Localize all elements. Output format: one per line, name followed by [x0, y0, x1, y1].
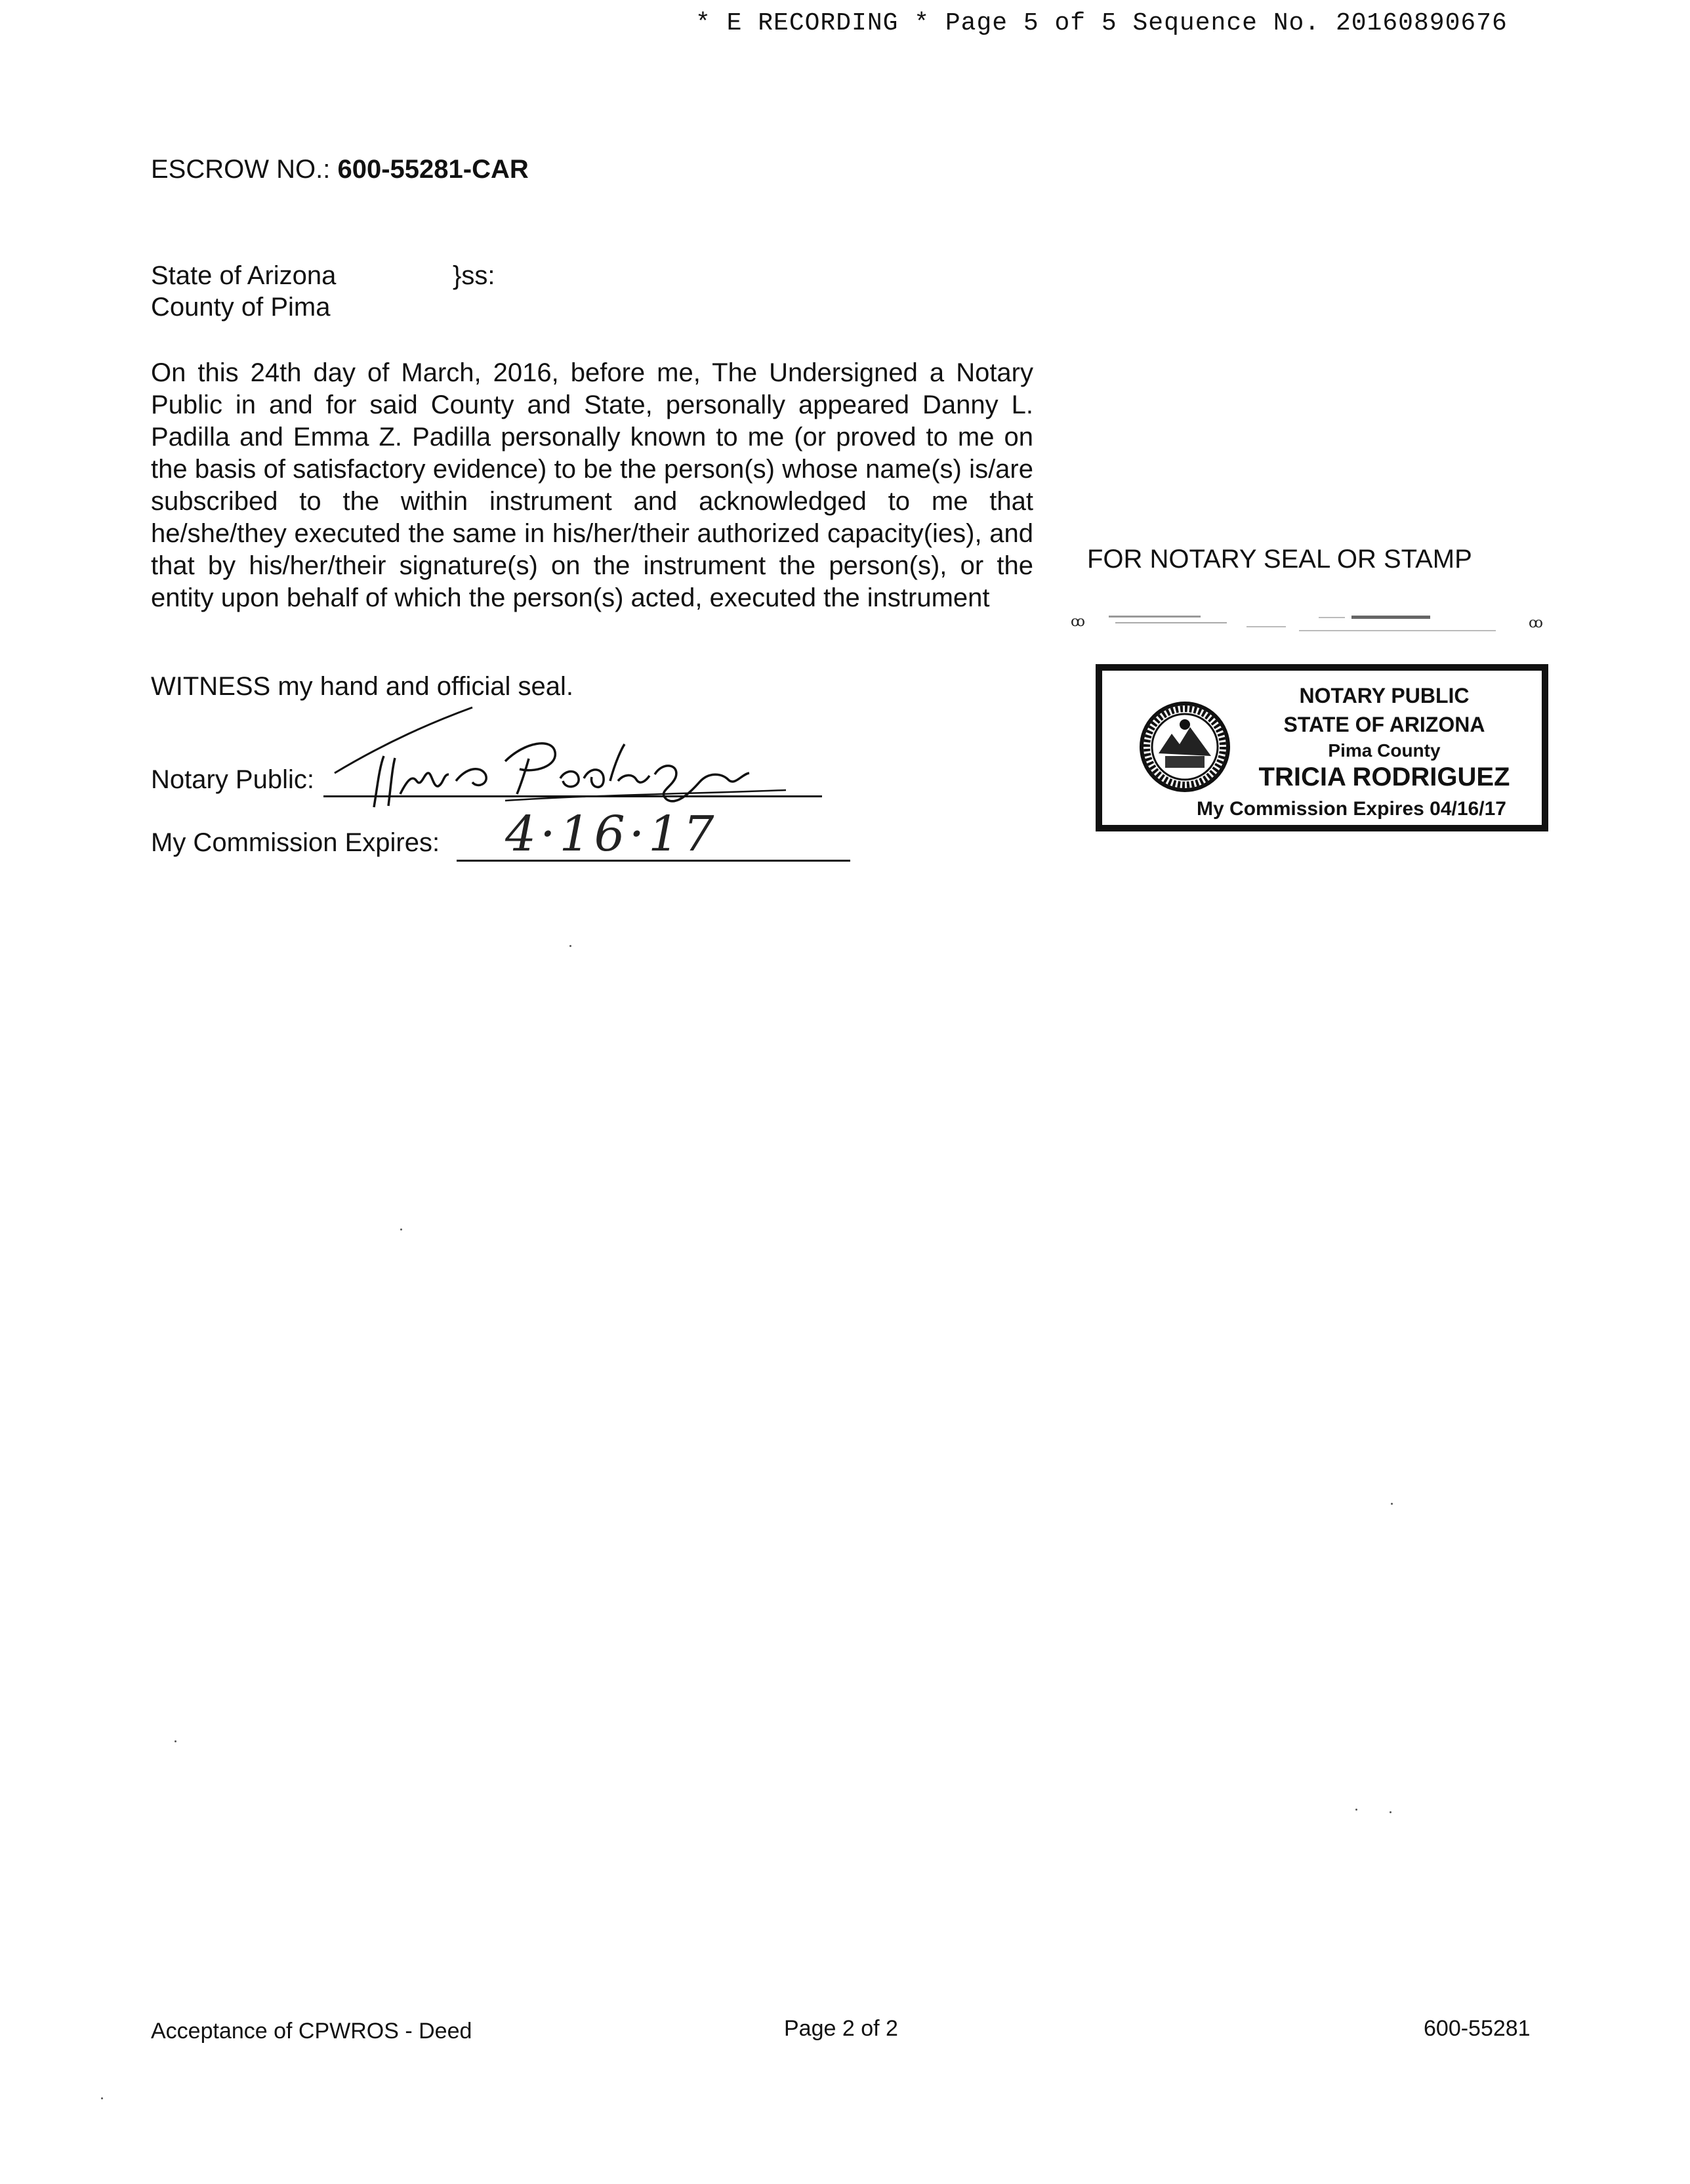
stamp-notary-name: TRICIA RODRIGUEZ [1258, 763, 1510, 791]
scan-speckle-strip [1069, 610, 1548, 637]
stamp-state: STATE OF ARIZONA [1283, 713, 1485, 736]
scan-speck [1391, 1503, 1393, 1505]
scan-speck [1390, 1811, 1391, 1813]
svg-text:ꝏ: ꝏ [1529, 615, 1543, 631]
commission-expires-label: My Commission Expires: [151, 828, 440, 857]
witness-statement: WITNESS my hand and official seal. [151, 672, 573, 701]
footer-document-title: Acceptance of CPWROS - Deed [151, 2019, 472, 2044]
venue-ss: }ss: [453, 261, 495, 290]
recording-header: * E RECORDING * Page 5 of 5 Sequence No. 20160890676 [695, 9, 1508, 37]
scan-speck [175, 1740, 176, 1742]
escrow-number-line [151, 155, 529, 184]
seal-area-label: FOR NOTARY SEAL OR STAMP [1087, 545, 1472, 574]
footer-escrow-number: 600-55281 [1424, 2016, 1531, 2041]
venue-county: County of Pima [151, 293, 331, 322]
stamp-county: Pima County [1328, 740, 1441, 761]
arizona-state-seal-icon [1139, 701, 1231, 793]
scan-speck [400, 1228, 402, 1230]
scan-speck [569, 945, 571, 947]
escrow-number: 600-55281-CAR [337, 155, 529, 184]
commission-expires-handwritten: 4·16·17 [505, 806, 718, 862]
footer-page-number: Page 2 of 2 [784, 2016, 898, 2041]
svg-text:ꝏ: ꝏ [1071, 614, 1085, 630]
scan-speck [101, 2097, 103, 2099]
scan-speck [1355, 1809, 1357, 1811]
escrow-label: ESCROW NO.: [151, 155, 331, 184]
venue-state: State of Arizona [151, 261, 337, 290]
notary-public-label: Notary Public: [151, 765, 314, 794]
acknowledgment-paragraph: On this 24th day of March, 2016, before me, The Undersigned a Notary Public in and for said County and State, personally appeared Danny L. Padilla and Emma Z. Padilla personally known to me (or proved to me on the basis of satisfactory evidence) to be the person(s) whose name(s) is/are subscribed to the within instrument and acknowledged to me that he/she/they executed the same in his/her/their authorized capacity(ies), and that by his/her/their signature(s) on the instrument the person(s), or the entity upon behalf of which the person(s) acted, executed the instrument [151, 358, 1033, 612]
stamp-title: NOTARY PUBLIC [1299, 684, 1470, 707]
stamp-commission-expires: My Commission Expires 04/16/17 [1197, 798, 1506, 820]
notary-stamp [1096, 664, 1548, 831]
notary-signature [308, 696, 807, 820]
